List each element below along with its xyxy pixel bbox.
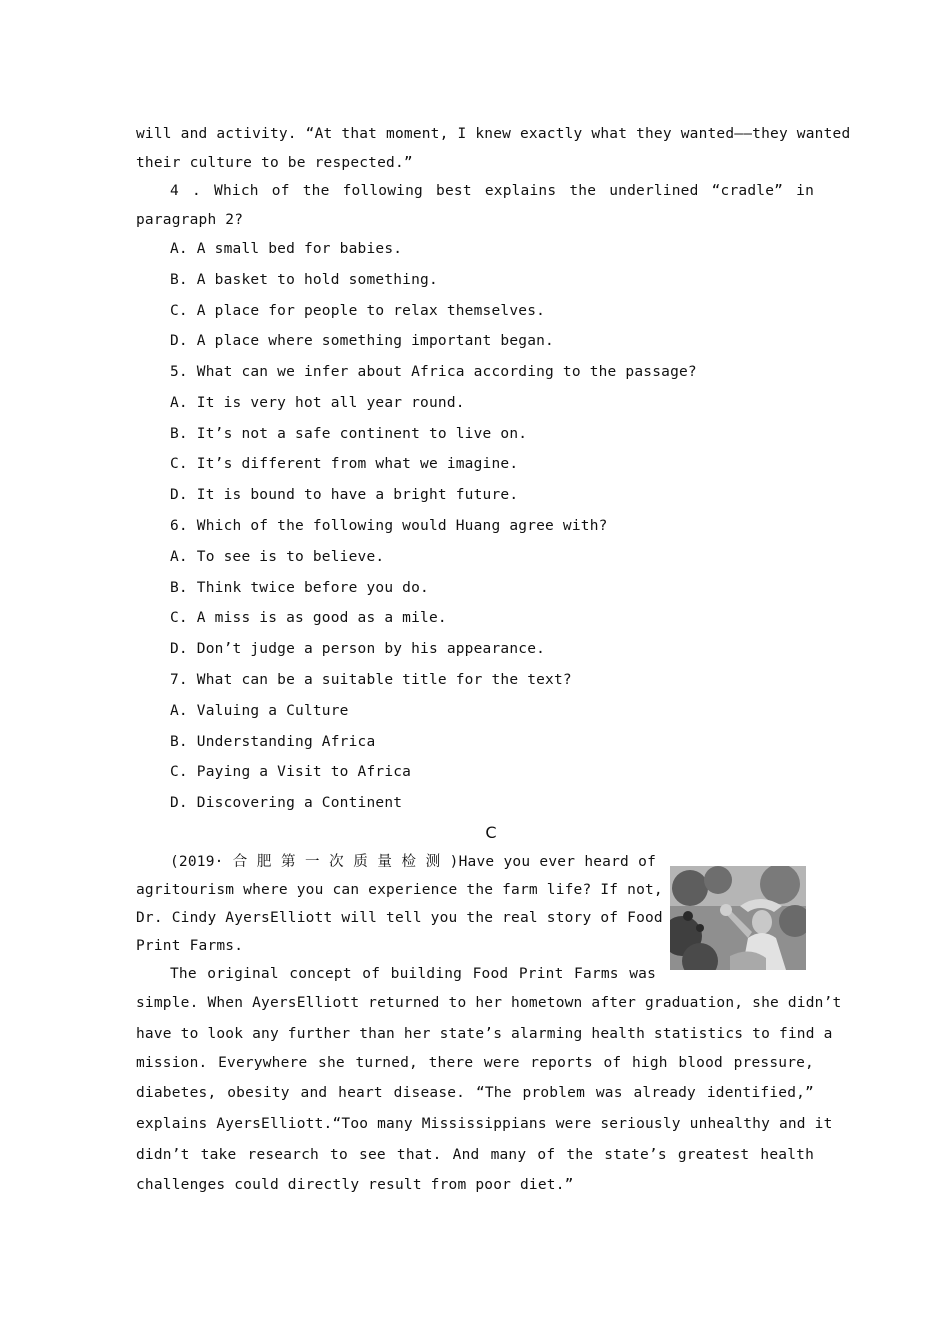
question-stem: paragraph 2?	[136, 212, 244, 228]
passage-line: have to look any further than her state’s alarming health statistics to find a	[136, 1026, 833, 1042]
answer-option: D. Discovering a Continent	[170, 795, 403, 811]
question-stem: 7. What can be a suitable title for the text?	[170, 672, 572, 688]
passage-line: agritourism where you can experience the farm life? If not,	[136, 882, 663, 898]
answer-option: D. Don’t judge a person by his appearance.	[170, 641, 546, 657]
passage-line: (2019· 合 肥 第 一 次 质 量 检 测 )Have you ever heard of	[170, 854, 656, 870]
passage-line: The original concept of building Food Print Farms was	[170, 966, 656, 982]
passage-line: didn’t take research to see that. And many of the state’s greatest health	[136, 1147, 814, 1163]
answer-option: A. Valuing a Culture	[170, 703, 349, 719]
intro-line: will and activity. “At that moment, I knew exactly what they wanted——they wanted	[136, 126, 851, 142]
answer-option: B. Understanding Africa	[170, 734, 376, 750]
passage-line: explains AyersElliott.“Too many Mississippians were seriously unhealthy and it	[136, 1116, 833, 1132]
section-heading: C	[485, 823, 497, 842]
answer-option: D. A place where something important began.	[170, 333, 554, 349]
farm-photo	[670, 866, 806, 970]
answer-option: B. A basket to hold something.	[170, 272, 438, 288]
passage-line: mission. Everywhere she turned, there were reports of high blood pressure,	[136, 1055, 814, 1071]
answer-option: A. To see is to believe.	[170, 549, 385, 565]
question-stem: 6. Which of the following would Huang agree with?	[170, 518, 608, 534]
passage-line: Dr. Cindy AyersElliott will tell you the real story of Food	[136, 910, 663, 926]
passage-line: challenges could directly result from poor diet.”	[136, 1177, 574, 1193]
answer-option: A. It is very hot all year round.	[170, 395, 465, 411]
passage-line: simple. When AyersElliott returned to her hometown after graduation, she didn’t	[136, 995, 842, 1011]
answer-option: C. A place for people to relax themselves.	[170, 303, 546, 319]
question-stem: 4 . Which of the following best explains the underlined “cradle” in	[170, 183, 814, 199]
answer-option: D. It is bound to have a bright future.	[170, 487, 519, 503]
answer-option: B. Think twice before you do.	[170, 580, 429, 596]
answer-option: C. It’s different from what we imagine.	[170, 456, 519, 472]
farm-photo-image	[670, 866, 806, 970]
intro-line: their culture to be respected.”	[136, 155, 413, 171]
passage-line: Print Farms.	[136, 938, 244, 954]
passage-line: diabetes, obesity and heart disease. “The problem was already identified,”	[136, 1085, 814, 1101]
answer-option: C. Paying a Visit to Africa	[170, 764, 412, 780]
answer-option: B. It’s not a safe continent to live on.	[170, 426, 528, 442]
answer-option: C. A miss is as good as a mile.	[170, 610, 447, 626]
question-stem: 5. What can we infer about Africa according to the passage?	[170, 364, 697, 380]
answer-option: A. A small bed for babies.	[170, 241, 403, 257]
